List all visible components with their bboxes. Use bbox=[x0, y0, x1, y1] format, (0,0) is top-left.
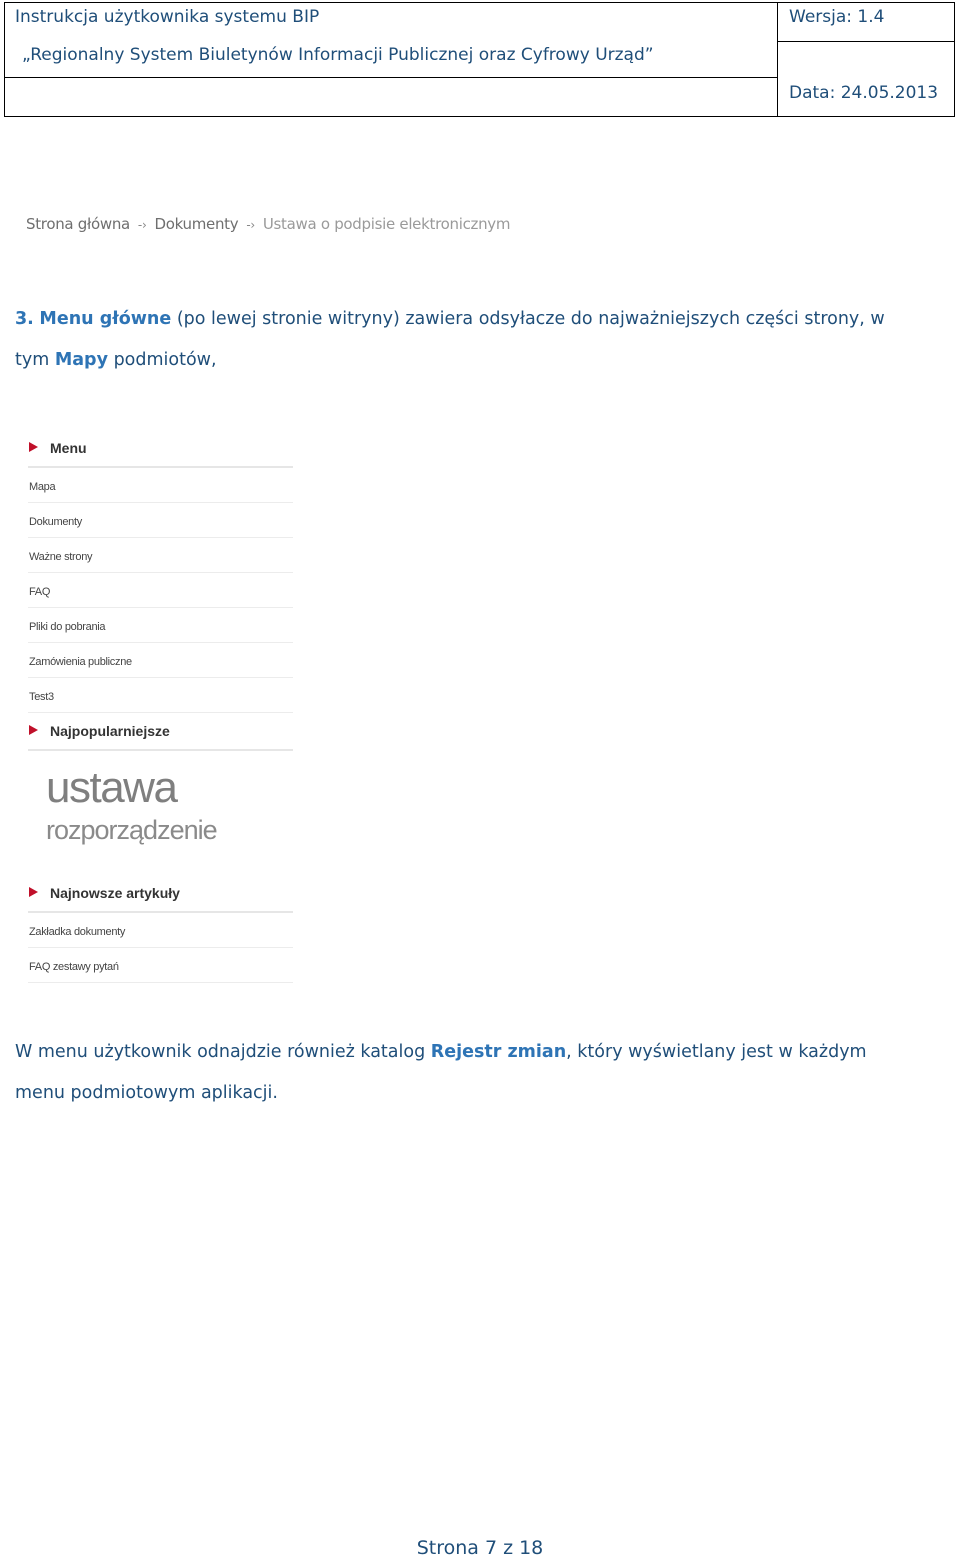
tag-link[interactable]: ustawa bbox=[46, 763, 177, 812]
latest-item-label: Zakładka dokumenty bbox=[29, 926, 126, 938]
menu-item-label: Ważne strony bbox=[29, 551, 93, 563]
latest-item[interactable] bbox=[28, 948, 293, 983]
breadcrumb-separator-icon: -› bbox=[137, 218, 147, 232]
header-divider bbox=[5, 77, 778, 78]
paragraph-change-register bbox=[15, 1032, 867, 1114]
paragraph-text: , który wyświetlany jest w każdym bbox=[566, 1042, 867, 1062]
breadcrumb-current: Ustawa o podpisie elektronicznym bbox=[262, 215, 511, 233]
menu-item-zamowienia[interactable] bbox=[28, 643, 293, 678]
breadcrumb-item[interactable]: Dokumenty bbox=[154, 215, 239, 233]
menu-heading-label: Menu bbox=[50, 440, 87, 456]
breadcrumb bbox=[26, 215, 510, 233]
breadcrumb-separator-icon: -› bbox=[246, 218, 255, 232]
paragraph-text: podmiotów, bbox=[108, 350, 217, 370]
menu-item-label: FAQ bbox=[29, 586, 51, 598]
menu-item-dokumenty[interactable] bbox=[28, 503, 293, 538]
bold-term: Rejestr zmian bbox=[430, 1042, 567, 1062]
tag-cloud bbox=[28, 751, 293, 875]
paragraph-text: (po lewej stronie witryny) zawiera odsyłacze do najważniejszych części strony, w bbox=[171, 309, 885, 329]
bold-term: Mapy bbox=[54, 350, 108, 370]
paragraph-text: tym bbox=[15, 350, 55, 370]
paragraph-menu-description bbox=[15, 299, 885, 381]
menu-item-label: Test3 bbox=[29, 691, 54, 703]
header-title: Instrukcja użytkownika systemu BIP bbox=[15, 7, 320, 27]
menu-item-label: Pliki do pobrania bbox=[29, 621, 106, 633]
menu-item-faq[interactable] bbox=[28, 573, 293, 608]
menu-item-test3[interactable] bbox=[28, 678, 293, 713]
main-menu-screenshot bbox=[28, 430, 293, 983]
breadcrumb-item[interactable]: Strona główna bbox=[26, 215, 130, 233]
header-divider bbox=[778, 41, 954, 42]
latest-heading bbox=[28, 875, 293, 913]
latest-item[interactable] bbox=[28, 913, 293, 948]
menu-item-pliki[interactable] bbox=[28, 608, 293, 643]
menu-item-label: Dokumenty bbox=[29, 516, 82, 528]
popular-heading-label: Najpopularniejsze bbox=[50, 723, 170, 739]
arrow-icon bbox=[29, 725, 38, 735]
header-version: Wersja: 1.4 bbox=[789, 7, 885, 27]
paragraph-text: W menu użytkownik odnajdzie również katalog bbox=[15, 1042, 431, 1062]
document-header bbox=[4, 2, 955, 117]
tag-link[interactable]: rozporządzenie bbox=[46, 815, 217, 845]
arrow-icon bbox=[29, 887, 38, 897]
menu-item-wazne-strony[interactable] bbox=[28, 538, 293, 573]
latest-item-label: FAQ zestawy pytań bbox=[29, 961, 119, 973]
bold-term: Menu główne bbox=[39, 309, 172, 329]
arrow-icon bbox=[29, 442, 38, 452]
popular-heading bbox=[28, 713, 293, 751]
header-date: Data: 24.05.2013 bbox=[789, 83, 939, 103]
menu-item-mapa[interactable] bbox=[28, 468, 293, 503]
list-number: 3. bbox=[15, 309, 34, 329]
menu-heading bbox=[28, 430, 293, 468]
menu-item-label: Mapa bbox=[29, 481, 56, 493]
latest-heading-label: Najnowsze artykuły bbox=[50, 885, 180, 901]
page-number: Strona 7 z 18 bbox=[416, 1537, 544, 1559]
menu-item-label: Zamówienia publiczne bbox=[29, 656, 132, 668]
header-subtitle: „Regionalny System Biuletynów Informacji Publicznej oraz Cyfrowy Urząd” bbox=[22, 45, 654, 65]
paragraph-text: menu podmiotowym aplikacji. bbox=[15, 1083, 278, 1103]
